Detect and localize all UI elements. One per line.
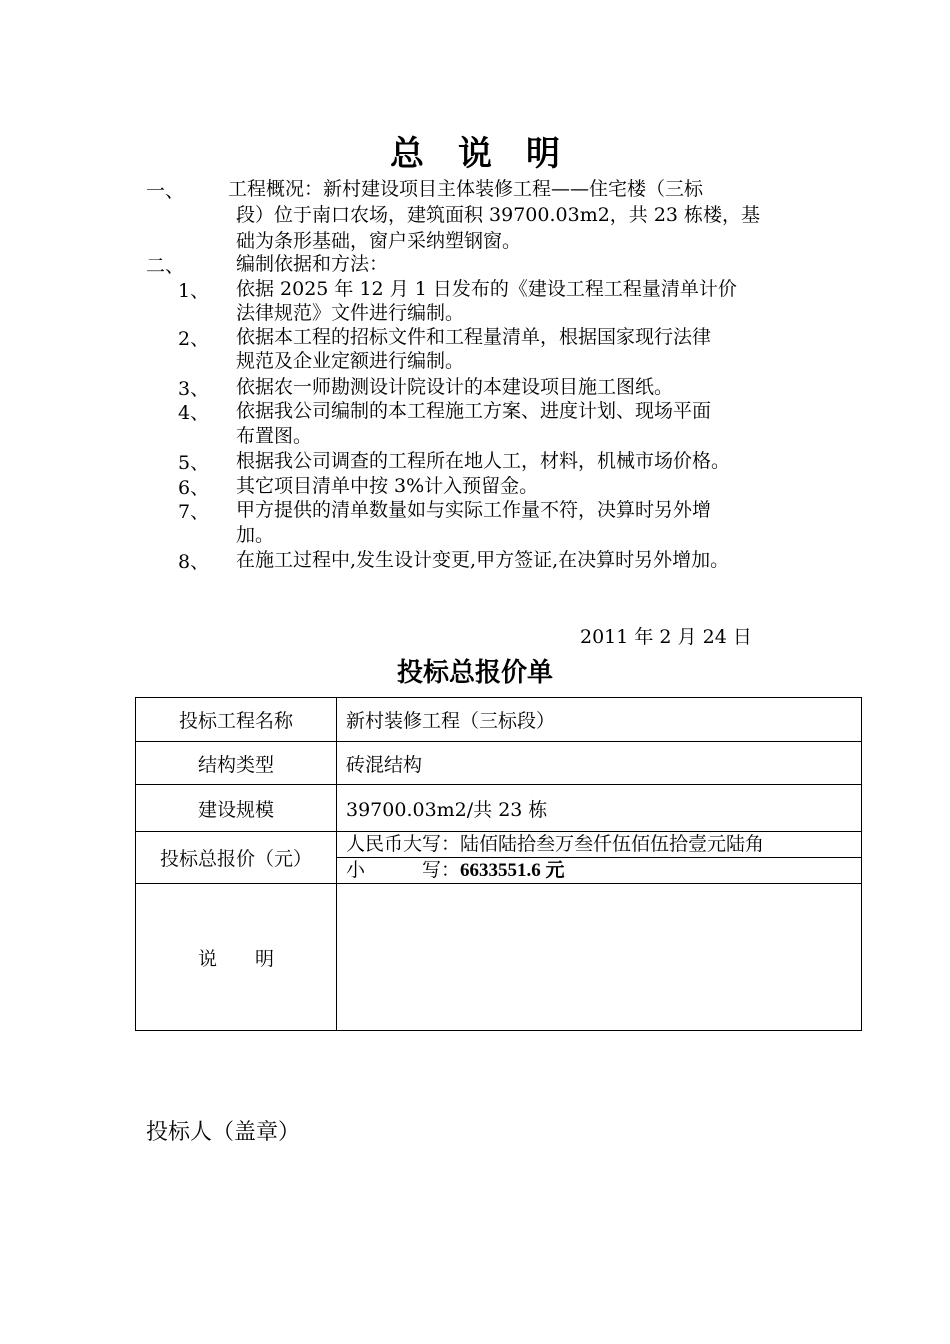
item-8-number: 8、 <box>178 551 210 573</box>
price-in-figures <box>337 858 861 883</box>
bid-summary-table <box>135 697 862 1031</box>
item-7-line-2: 加。 <box>236 524 275 546</box>
price-in-words: 人民币大写：陆佰陆拾叁万叁仟伍佰伍拾壹元陆角 <box>337 832 861 858</box>
item-8-line-1: 在施工过程中,发生设计变更,甲方签证,在决算时另外增加。 <box>236 549 730 571</box>
item-7-number: 7、 <box>178 501 210 523</box>
construction-scale-label: 建设规模 <box>136 785 337 832</box>
item-6-number: 6、 <box>178 477 210 499</box>
item-1-line-2: 法律规范》文件进行编制。 <box>236 302 465 324</box>
section-2-heading: 编制依据和方法： <box>236 253 389 275</box>
section-1-marker: 一、 <box>146 180 185 202</box>
item-3-number: 3、 <box>178 378 210 400</box>
price-in-figures-label: 小 写： <box>346 859 461 881</box>
table-row <box>136 832 862 884</box>
construction-scale-value: 39700.03m2/共 23 栋 <box>337 785 862 832</box>
table-row <box>136 698 862 742</box>
item-4-line-2: 布置图。 <box>236 425 313 447</box>
document-date: 2011 年 2 月 24 日 <box>580 626 752 648</box>
total-price-cell <box>337 832 862 884</box>
bidder-seal-label: 投标人（盖章） <box>146 1120 301 1145</box>
item-4-number: 4、 <box>178 402 210 424</box>
table-row <box>136 742 862 785</box>
item-4-line-1: 依据我公司编制的本工程施工方案、进度计划、现场平面 <box>236 400 712 422</box>
item-1-number: 1、 <box>178 280 210 302</box>
notes-value <box>337 884 862 1031</box>
item-5-number: 5、 <box>178 452 210 474</box>
item-1-line-1: 依据 2025 年 12 月 1 日发布的《建设工程工程量清单计价 <box>236 278 737 300</box>
project-name-value: 新村装修工程（三标段） <box>337 698 862 742</box>
item-2-line-2: 规范及企业定额进行编制。 <box>236 350 465 372</box>
item-2-number: 2、 <box>178 328 210 350</box>
page-title: 总 说 明 <box>390 134 560 174</box>
bid-summary-title: 投标总报价单 <box>396 658 553 688</box>
section-1-line-1: 工程概况：新村建设项目主体装修工程——住宅楼（三标 <box>228 178 704 200</box>
item-7-line-1: 甲方提供的清单数量如与实际工作量不符，决算时另外增 <box>236 499 712 521</box>
table-row <box>136 785 862 832</box>
item-6-line-1: 其它项目清单中按 3%计入预留金。 <box>236 475 539 497</box>
item-2-line-1: 依据本工程的招标文件和工程量清单，根据国家现行法律 <box>236 326 712 348</box>
section-2-marker: 二、 <box>146 255 185 277</box>
structure-type-value: 砖混结构 <box>337 742 862 785</box>
section-1-line-2: 段）位于南口农场，建筑面积 39700.03m2，共 23 栋楼，基 <box>236 204 761 226</box>
project-name-label: 投标工程名称 <box>136 698 337 742</box>
price-in-figures-value: 6633551.6 元 <box>460 860 565 881</box>
item-5-line-1: 根据我公司调查的工程所在地人工，材料，机械市场价格。 <box>236 450 731 472</box>
section-1-line-3: 础为条形基础，窗户采纳塑钢窗。 <box>236 230 522 252</box>
structure-type-label: 结构类型 <box>136 742 337 785</box>
item-3-line-1: 依据农一师勘测设计院设计的本建设项目施工图纸。 <box>236 376 674 398</box>
notes-label: 说 明 <box>136 884 337 1031</box>
total-price-label: 投标总报价（元） <box>136 832 337 884</box>
table-row <box>136 884 862 1031</box>
